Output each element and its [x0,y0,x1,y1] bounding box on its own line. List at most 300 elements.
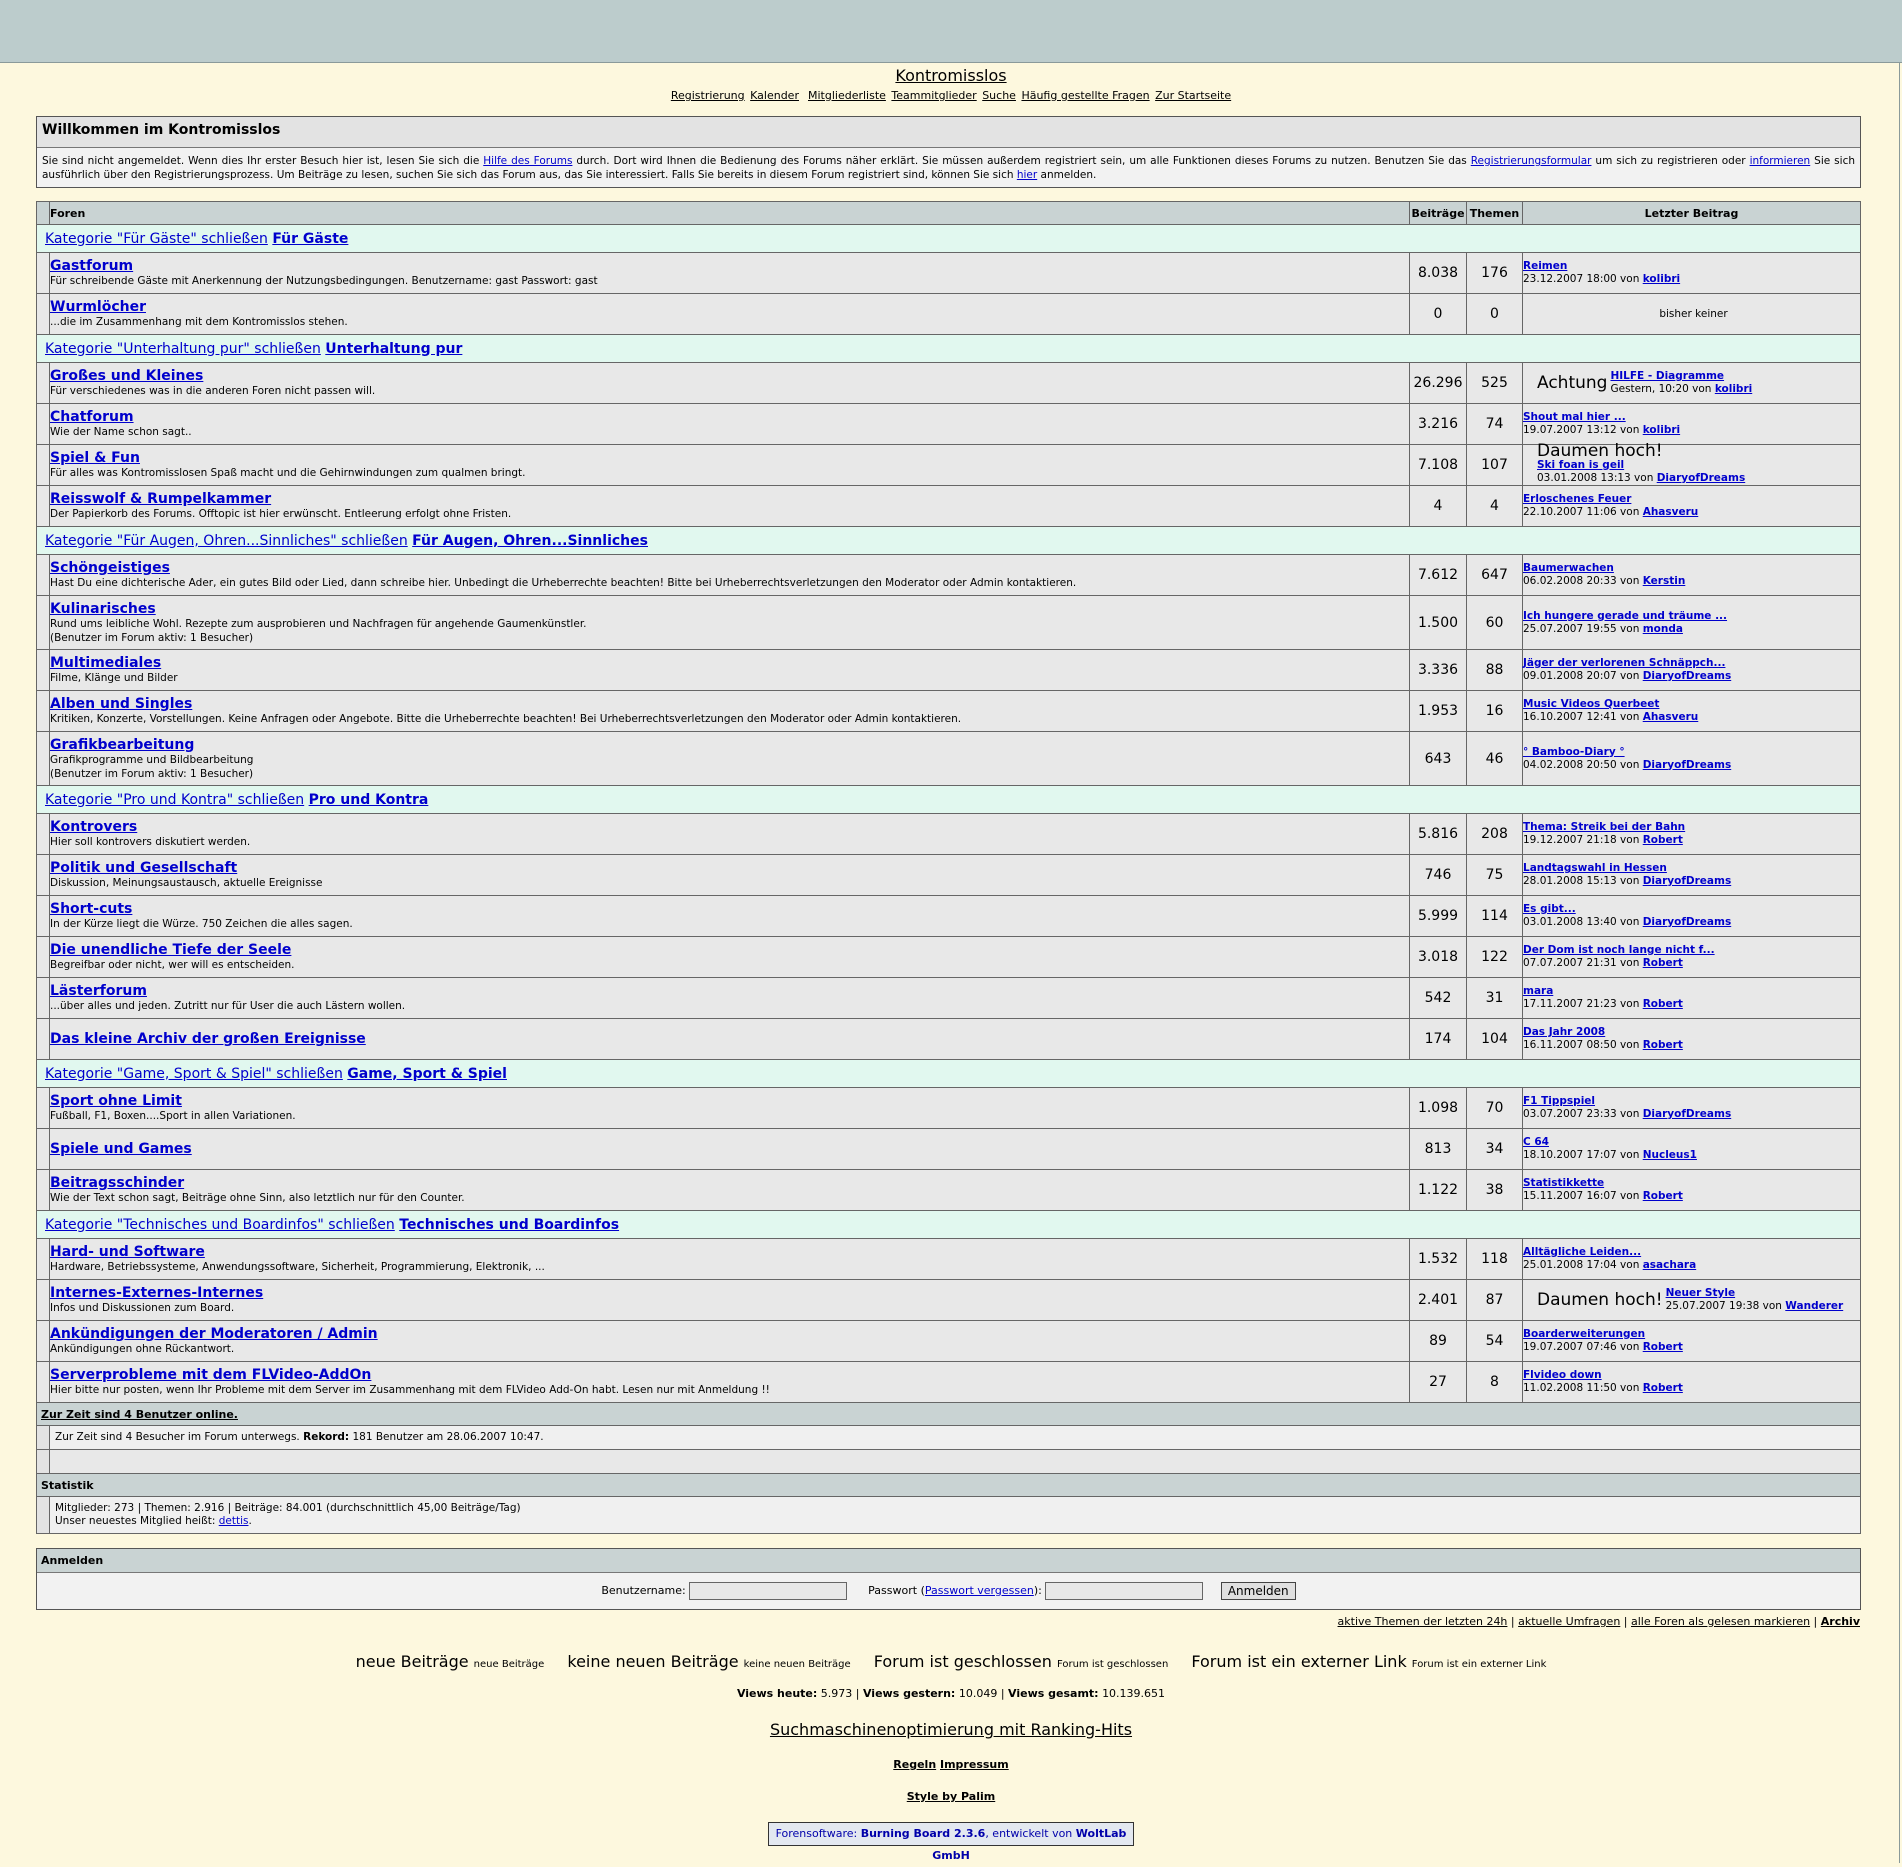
category-cell [37,1211,1861,1239]
forum-title-link[interactable]: Kulinarisches [50,600,156,617]
forum-topic-count: 4 [1467,486,1523,527]
register-form-link[interactable]: Registrierungsformular [1470,155,1592,167]
welcome-text-5: anmelden. [1037,169,1097,181]
last-post-user-link[interactable]: Robert [1642,1341,1683,1353]
forum-title-link[interactable]: Reisswolf & Rumpelkammer [50,491,272,507]
forum-description: Für alles was Kontromisslosen Spaß macht und die Gehirnwindungen zum qualmen bringt. [50,467,526,479]
forum-status-icon [37,937,50,978]
forum-description: Infos und Diskussionen zum Board. [50,1302,235,1314]
polls-link[interactable]: aktuelle Umfragen [1518,1615,1621,1628]
forum-info [50,1170,1410,1211]
last-post-details [1523,1026,1683,1052]
forum-last-post [1523,896,1861,937]
last-post-title-link[interactable]: Der Dom ist noch lange nicht f... [1523,944,1715,956]
no-last-post: bisher keiner [1659,307,1728,320]
forum-info [50,596,1410,650]
forum-title-link[interactable]: Internes-Externes-Internes [50,1285,264,1301]
last-post-date: 03.01.2008 13:40 von [1523,916,1640,928]
forum-topic-count: 60 [1467,596,1523,650]
forum-post-count: 3.336 [1410,650,1467,691]
last-post-user-link[interactable]: Robert [1642,1382,1683,1394]
forum-last-post [1523,1170,1861,1211]
last-post-date: 25.07.2007 19:38 von [1665,1300,1782,1312]
forum-title-link[interactable]: Serverprobleme mit dem FLVideo-AddOn [50,1367,372,1383]
forum-title-link[interactable]: Beitragsschinder [50,1175,185,1191]
forum-last-post [1523,294,1861,335]
forum-status-icon [37,1088,50,1129]
views-total-label: Views gesamt: [1008,1687,1099,1700]
last-post-user-link[interactable]: Robert [1642,834,1683,846]
last-post-title-link[interactable]: Jäger der verlorenen Schnäppch... [1523,657,1726,669]
forum-topic-count: 16 [1467,691,1523,732]
forum-topic-count: 88 [1467,650,1523,691]
rules-link[interactable]: Regeln [893,1758,937,1771]
forum-post-count: 174 [1410,1019,1467,1060]
forum-description: Für verschiedenes was in die anderen Foren nicht passen will. [50,385,376,397]
last-post-title-link[interactable]: Boarderweiterungen [1523,1328,1646,1340]
stats-heading: Statistik [37,1474,1861,1497]
forum-info [50,650,1410,691]
forum-topic-count: 8 [1467,1362,1523,1403]
category-collapse-link[interactable]: Kategorie "Unterhaltung pur" schließen [45,340,321,357]
last-post-title-link[interactable]: F1 Tippspiel [1523,1095,1596,1107]
forum-status-icon [37,404,50,445]
category-title-link[interactable]: Unterhaltung pur [325,340,463,357]
forum-row [37,404,1861,445]
last-post-title-link[interactable]: Landtagswahl in Hessen [1523,862,1667,874]
forum-row [37,650,1861,691]
forum-status-icon [37,1239,50,1280]
forum-row [37,896,1861,937]
forum-title-link[interactable]: Grafikbearbeitung [50,736,195,753]
forum-title-link[interactable]: Multimediales [50,655,162,671]
style-credit-link[interactable]: Style by Palim [906,1790,996,1803]
nav-kalender[interactable]: Kalender [750,89,799,102]
forum-last-post [1523,555,1861,596]
forum-table [36,201,1861,1534]
forum-active-users: (Benutzer im Forum aktiv: 1 Besucher) [50,767,254,780]
forum-row [37,1280,1861,1321]
forum-status-icon [37,650,50,691]
last-post-date: 19.07.2007 07:46 von [1523,1341,1640,1353]
views-today: 5.973 [820,1687,853,1700]
record-label: Rekord: [303,1431,350,1443]
forum-info [50,1239,1410,1280]
forum-post-count: 0 [1410,294,1467,335]
category-collapse-link[interactable]: Kategorie "Technisches und Boardinfos" schließen [45,1216,395,1233]
forum-info [50,1019,1410,1060]
footer-sections [37,1403,1861,1534]
last-post-title-link[interactable]: Baumerwachen [1523,562,1614,574]
last-post-date: 28.01.2008 15:13 von [1523,875,1640,887]
category-title-link[interactable]: Für Gäste [272,230,349,247]
category-collapse-link[interactable]: Kategorie "Game, Sport & Spiel" schließen [45,1065,343,1082]
col-posts: Beiträge [1410,202,1467,225]
forum-topic-count: 176 [1467,253,1523,294]
forum-row [37,732,1861,786]
legend-nonew-small: keine neuen Beiträge [743,1659,851,1670]
imprint-link[interactable]: Impressum [940,1758,1009,1771]
forum-post-count: 4 [1410,486,1467,527]
last-post-title-link[interactable]: Erloschenes Feuer [1523,493,1632,505]
forum-post-count: 813 [1410,1129,1467,1170]
last-post-details [1523,1177,1683,1203]
last-post-details [1523,862,1731,888]
stats-spacer [37,1497,50,1534]
forum-last-post [1523,1362,1861,1403]
last-post-title-link[interactable]: Ich hungere gerade und träume ... [1523,609,1728,622]
last-post-details [1523,1246,1696,1272]
category-title-link[interactable]: Pro und Kontra [308,791,429,808]
nav-teammitglieder[interactable]: Teammitglieder [891,89,977,102]
category-collapse-link[interactable]: Kategorie "Für Gäste" schließen [45,230,268,247]
forum-status-icon [37,691,50,732]
last-post-user-link[interactable]: DiaryofDreams [1642,875,1732,887]
legend-closed-small: Forum ist geschlossen [1056,1659,1169,1670]
last-post-details [1523,1328,1683,1354]
last-post-details [1523,698,1698,724]
last-post-details [1523,821,1685,847]
forum-description: Kritiken, Konzerte, Vorstellungen. Keine Anfragen oder Angebote. Bitte die Urheberrechte beachten! Bei Urheberrechtsverletzungen den Moderator oder Admin kontaktieren. [50,713,962,725]
forum-title-link[interactable]: Wurmlöcher [50,299,146,315]
last-post-title-link[interactable]: HILFE - Diagramme [1610,370,1725,382]
forum-title-link[interactable]: Alben und Singles [50,696,193,712]
forum-info [50,937,1410,978]
forum-title-link[interactable]: Spiel & Fun [50,450,140,466]
forum-post-count: 746 [1410,855,1467,896]
forum-status-icon [37,1129,50,1170]
forum-description: Hier bitte nur posten, wenn Ihr Probleme mit dem Server im Zusammenhang mit dem FLVideo Add-On habt. Lesen nur mit Anmeldung !! [50,1384,770,1396]
forum-description: Ankündigungen ohne Rückantwort. [50,1343,235,1355]
last-post-user-link[interactable]: Robert [1642,1190,1683,1202]
category-cell [37,527,1861,555]
forum-status-icon [37,1019,50,1060]
software-middle: , entwickelt von [985,1827,1073,1840]
forum-title-link[interactable]: Großes und Kleines [50,368,204,384]
category-row [37,1060,1861,1088]
welcome-box [36,116,1861,188]
forum-row [37,1019,1861,1060]
welcome-text-2: durch. Dort wird Ihnen die Bedienung des Forums näher erklärt. Sie müssen außerdem registriert sein, um alle Funktionen dieses Forums zu nutzen. Benutzen Sie das [572,155,1471,167]
category-collapse-link[interactable]: Kategorie "Für Augen, Ohren...Sinnliches" schließen [45,532,408,549]
welcome-text [37,148,1860,187]
forum-topic-count: 525 [1467,363,1523,404]
last-post-title-link[interactable]: Shout mal hier ... [1523,411,1626,423]
col-last-post: Letzter Beitrag [1523,202,1861,225]
category-title-link[interactable]: Technisches und Boardinfos [399,1216,620,1233]
forum-row [37,1321,1861,1362]
nav-registrierung[interactable]: Registrierung [670,89,745,102]
last-post-details [1523,493,1698,519]
category-title-link[interactable]: Für Augen, Ohren...Sinnliches [412,532,648,549]
forum-description: Hier soll kontrovers diskutiert werden. [50,836,251,848]
archive-link[interactable]: Archiv [1820,1615,1860,1628]
forum-title-link[interactable]: Chatforum [50,409,134,425]
last-post-user-link[interactable]: kolibri [1642,424,1681,436]
forum-last-post [1523,1239,1861,1280]
forum-title-link[interactable]: Lästerforum [50,983,147,999]
last-post-date: 09.01.2008 20:07 von [1523,670,1640,682]
last-post-user-link[interactable]: kolibri [1642,273,1681,285]
legend-closed-big: Forum ist geschlossen [873,1652,1052,1671]
forum-last-post [1523,404,1861,445]
last-post-date: 15.11.2007 16:07 von [1523,1190,1640,1202]
forum-topic-count: 647 [1467,555,1523,596]
post-label: Achtung [1537,372,1608,393]
category-row [37,1211,1861,1239]
last-post-title-link[interactable]: Alltägliche Leiden... [1523,1246,1642,1258]
forum-row [37,596,1861,650]
forum-info [50,404,1410,445]
forum-post-count: 7.108 [1410,445,1467,486]
forum-status-icon [37,596,50,650]
forum-status-icon [37,814,50,855]
legend-external-small: Forum ist ein externer Link [1411,1659,1547,1670]
last-post-title-link[interactable]: Music Videos Querbeet [1523,698,1660,710]
category-row [37,225,1861,253]
forum-post-count: 542 [1410,978,1467,1019]
forum-info [50,978,1410,1019]
last-post-date: 25.01.2008 17:04 von [1523,1259,1640,1271]
help-link[interactable]: Hilfe des Forums [483,155,573,167]
last-post-date: 16.11.2007 08:50 von [1523,1039,1640,1051]
forum-title-link[interactable]: Die unendliche Tiefe der Seele [50,942,292,958]
last-post-title-link[interactable]: Neuer Style [1665,1287,1736,1299]
last-post-date: Gestern, 10:20 von [1610,383,1712,395]
login-button[interactable]: Anmelden [1221,1582,1296,1600]
online-text: Zur Zeit sind 4 Besucher im Forum unterwegs. [55,1431,300,1443]
password-input[interactable] [1045,1582,1203,1600]
forum-info [50,855,1410,896]
nav-startseite[interactable]: Zur Startseite [1155,89,1232,102]
last-post-user-link[interactable]: DiaryofDreams [1642,916,1732,928]
forum-title-link[interactable]: Hard- und Software [50,1244,205,1260]
forum-topic-count: 75 [1467,855,1523,896]
record-text: 181 Benutzer am 28.06.2007 10:47. [352,1431,544,1443]
forum-info [50,445,1410,486]
forum-info [50,1321,1410,1362]
last-post-user-link[interactable]: Ahasveru [1642,506,1699,518]
last-post-title-link[interactable]: C 64 [1523,1136,1549,1148]
forum-title-link[interactable]: Das kleine Archiv der großen Ereignisse [50,1031,366,1047]
inform-link[interactable]: informieren [1749,155,1811,167]
top-banner [0,0,1902,63]
welcome-text-4: Sie sich ausführlich über den Registrierungsprozess. Um Beiträge zu lesen, suchen Sie sich das Forum aus, das Sie interessiert. Falls Sie bereits in diesem Forum registriert sind, können Sie sich [42,155,1856,181]
last-post-user-link[interactable]: Robert [1642,998,1683,1010]
forum-post-count: 5.999 [1410,896,1467,937]
stats-line: Mitglieder: 273 | Themen: 2.916 | Beiträge: 84.001 (durchschnittlich 45,00 Beiträge/Tag) [55,1502,521,1514]
forum-description: Für schreibende Gäste mit Anerkennung der Nutzungsbedingungen. Benutzername: gast Passwort: gast [50,275,598,287]
forum-title-link[interactable]: Politik und Gesellschaft [50,860,238,876]
last-post-user-link[interactable]: Robert [1642,1039,1683,1051]
forum-last-post [1523,650,1861,691]
last-post-details [1523,411,1680,437]
forum-post-count: 1.098 [1410,1088,1467,1129]
newest-label: Unser neuestes Mitglied heißt: [55,1515,216,1527]
last-post-details [1523,903,1731,929]
forum-last-post [1523,486,1861,527]
forgot-password-link[interactable]: Passwort vergessen [924,1584,1034,1597]
forum-status-icon [37,363,50,404]
last-post-user-link[interactable]: Wanderer [1785,1300,1844,1312]
newest-member-link[interactable]: dettis [218,1515,249,1527]
last-post-user-link[interactable]: DiaryofDreams [1642,670,1732,682]
forum-description: Filme, Klänge und Bilder [50,672,178,684]
password-label: Passwort ( [868,1584,925,1597]
last-post-title-link[interactable]: Das Jahr 2008 [1523,1026,1606,1038]
nav-suche[interactable]: Suche [982,89,1016,102]
forum-title-link[interactable]: Ankündigungen der Moderatoren / Admin [50,1326,378,1342]
forum-post-count: 3.018 [1410,937,1467,978]
site-title[interactable]: Kontromisslos [895,66,1007,85]
category-title-link[interactable]: Game, Sport & Spiel [347,1065,507,1082]
forum-row [37,253,1861,294]
last-post-user-link[interactable]: monda [1642,622,1683,635]
forum-topic-count: 46 [1467,732,1523,786]
col-forums: Foren [50,202,1410,225]
software-credit [768,1822,1134,1862]
category-collapse-link[interactable]: Kategorie "Pro und Kontra" schließen [45,791,305,808]
forum-topic-count: 54 [1467,1321,1523,1362]
last-post-date: 17.11.2007 21:23 von [1523,998,1640,1010]
forum-description: Diskussion, Meinungsaustausch, aktuelle Ereignisse [50,877,323,889]
page-border [1899,62,1900,1863]
forum-description: Wie der Name schon sagt.. [50,426,192,438]
nav-mitgliederliste[interactable]: Mitgliederliste [807,89,886,102]
mark-read-link[interactable]: alle Foren als gelesen markieren [1631,1615,1811,1628]
last-post-user-link[interactable]: DiaryofDreams [1656,471,1746,484]
forum-post-count: 27 [1410,1362,1467,1403]
header-spacer [37,202,50,225]
forum-status-icon [37,855,50,896]
forum-post-count: 1.953 [1410,691,1467,732]
last-post-title-link[interactable]: Es gibt... [1523,903,1576,915]
last-post-title-link[interactable]: Statistikkette [1523,1177,1605,1189]
forum-description: Hardware, Betriebssysteme, Anwendungssoftware, Sicherheit, Programmierung, Elektronik, ... [50,1261,545,1273]
forum-title-link[interactable]: Gastforum [50,258,134,274]
last-post-user-link[interactable]: asachara [1642,1259,1697,1271]
last-post-date: 07.07.2007 21:31 von [1523,957,1640,969]
last-post-date: 04.02.2008 20:50 von [1523,758,1640,771]
online-heading-link[interactable]: Zur Zeit sind 4 Benutzer online. [41,1407,238,1421]
legend-nonew-big: keine neuen Beiträge [567,1652,739,1671]
last-post-details [1523,562,1685,588]
last-post-details [1666,1287,1844,1313]
forum-title-link[interactable]: Schöngeistiges [50,560,170,576]
online-heading[interactable] [37,1403,1861,1426]
newest-member: Unser neuestes Mitglied heißt: dettis. [55,1515,252,1527]
last-post-title-link[interactable]: ° Bamboo-Diary ° [1523,745,1625,758]
forum-title-link[interactable]: Sport ohne Limit [50,1093,182,1109]
category-row [37,527,1861,555]
last-post-title-link[interactable]: Flvideo down [1523,1369,1602,1381]
legend [0,1652,1902,1671]
forum-topic-count: 34 [1467,1129,1523,1170]
last-post-title-link[interactable]: Ski foan is geil [1537,458,1625,471]
software-company[interactable]: WoltLab GmbH [932,1827,1127,1862]
forum-row [37,937,1861,978]
forum-description: In der Kürze liegt die Würze. 750 Zeichen die alles sagen. [50,918,353,930]
login-form [37,1573,1860,1609]
forum-status-icon [37,294,50,335]
forum-title-link[interactable]: Kontrovers [50,819,138,835]
forum-status-icon [37,732,50,786]
last-post-user-link[interactable]: Robert [1642,957,1683,969]
forum-topic-count: 31 [1467,978,1523,1019]
forum-info [50,814,1410,855]
forum-info [50,691,1410,732]
last-post-user-link[interactable]: DiaryofDreams [1642,1108,1732,1120]
online-users-list [50,1450,1861,1474]
forum-title-link[interactable]: Short-cuts [50,901,133,917]
forum-row [37,1239,1861,1280]
forum-last-post [1523,1019,1861,1060]
forum-last-post [1523,732,1861,786]
forum-row [37,814,1861,855]
nav-faq[interactable]: Häufig gestellte Fragen [1021,89,1150,102]
welcome-text-1: Sie sind nicht angemeldet. Wenn dies Ihr erster Besuch hier ist, lesen Sie sich die [42,155,484,167]
last-post-user-link[interactable]: kolibri [1714,383,1753,395]
last-post-title-link[interactable]: Thema: Streik bei der Bahn [1523,821,1686,833]
forum-body [37,225,1861,1403]
forum-post-count: 89 [1410,1321,1467,1362]
forum-last-post [1523,596,1861,650]
forum-status-icon [37,445,50,486]
forum-row [37,363,1861,404]
forum-active-users: (Benutzer im Forum aktiv: 1 Besucher) [50,631,254,644]
last-post-title-link[interactable]: mara [1523,985,1554,997]
last-post-details [1523,260,1680,286]
forum-topic-count: 74 [1467,404,1523,445]
views-today-label: Views heute: [736,1687,818,1700]
forum-post-count: 1.122 [1410,1170,1467,1211]
forum-topic-count: 104 [1467,1019,1523,1060]
last-post-title-link[interactable]: Reimen [1523,260,1568,272]
seo-link[interactable]: Suchmaschinenoptimierung mit Ranking-Hits [769,1720,1133,1739]
forum-post-count: 643 [1410,732,1467,786]
last-post-details [1610,370,1752,396]
username-input[interactable] [689,1582,847,1600]
software-product[interactable]: Burning Board 2.3.6 [860,1827,986,1840]
view-counter: Views heute: 5.973 | Views gestern: 10.049 | Views gesamt: 10.139.651 [736,1687,1166,1700]
software-prefix: Forensoftware: [775,1827,858,1840]
last-post-date: 19.07.2007 13:12 von [1523,424,1640,436]
forum-row [37,691,1861,732]
online-spacer-2 [37,1450,50,1474]
forum-title-link[interactable]: Spiele und Games [50,1141,192,1157]
login-heading: Anmelden [37,1549,1860,1573]
last-post-user-link[interactable]: DiaryofDreams [1642,758,1732,771]
last-post-user-link[interactable]: Ahasveru [1642,711,1699,723]
forum-row [37,1088,1861,1129]
last-post-user-link[interactable]: Nucleus1 [1642,1149,1697,1161]
forum-description: Rund ums leibliche Wohl. Rezepte zum ausprobieren und Nachfragen für angehende Gaumenkünstler. [50,617,587,630]
forum-post-count: 7.612 [1410,555,1467,596]
category-cell [37,225,1861,253]
post-label: Daumen hoch! [1537,1289,1663,1310]
forum-row [37,855,1861,896]
username-label: Benutzername: [601,1584,686,1597]
last-post-user-link[interactable]: Kerstin [1642,575,1686,587]
active-topics-link[interactable]: aktive Themen der letzten 24h [1337,1615,1508,1628]
category-cell [37,786,1861,814]
forum-description: Hast Du eine dichterische Ader, ein gutes Bild oder Lied, dann schreibe hier. Unbedingt die Urheberrechte beachten! Bitte bei Urheberrechtsverletzungen den Moderator oder Admin kontaktieren. [50,577,1077,589]
forum-topic-count: 0 [1467,294,1523,335]
login-here-link[interactable]: hier [1016,169,1038,181]
forum-info [50,1280,1410,1321]
last-post-date: 06.02.2008 20:33 von [1523,575,1640,587]
forum-status-icon [37,555,50,596]
